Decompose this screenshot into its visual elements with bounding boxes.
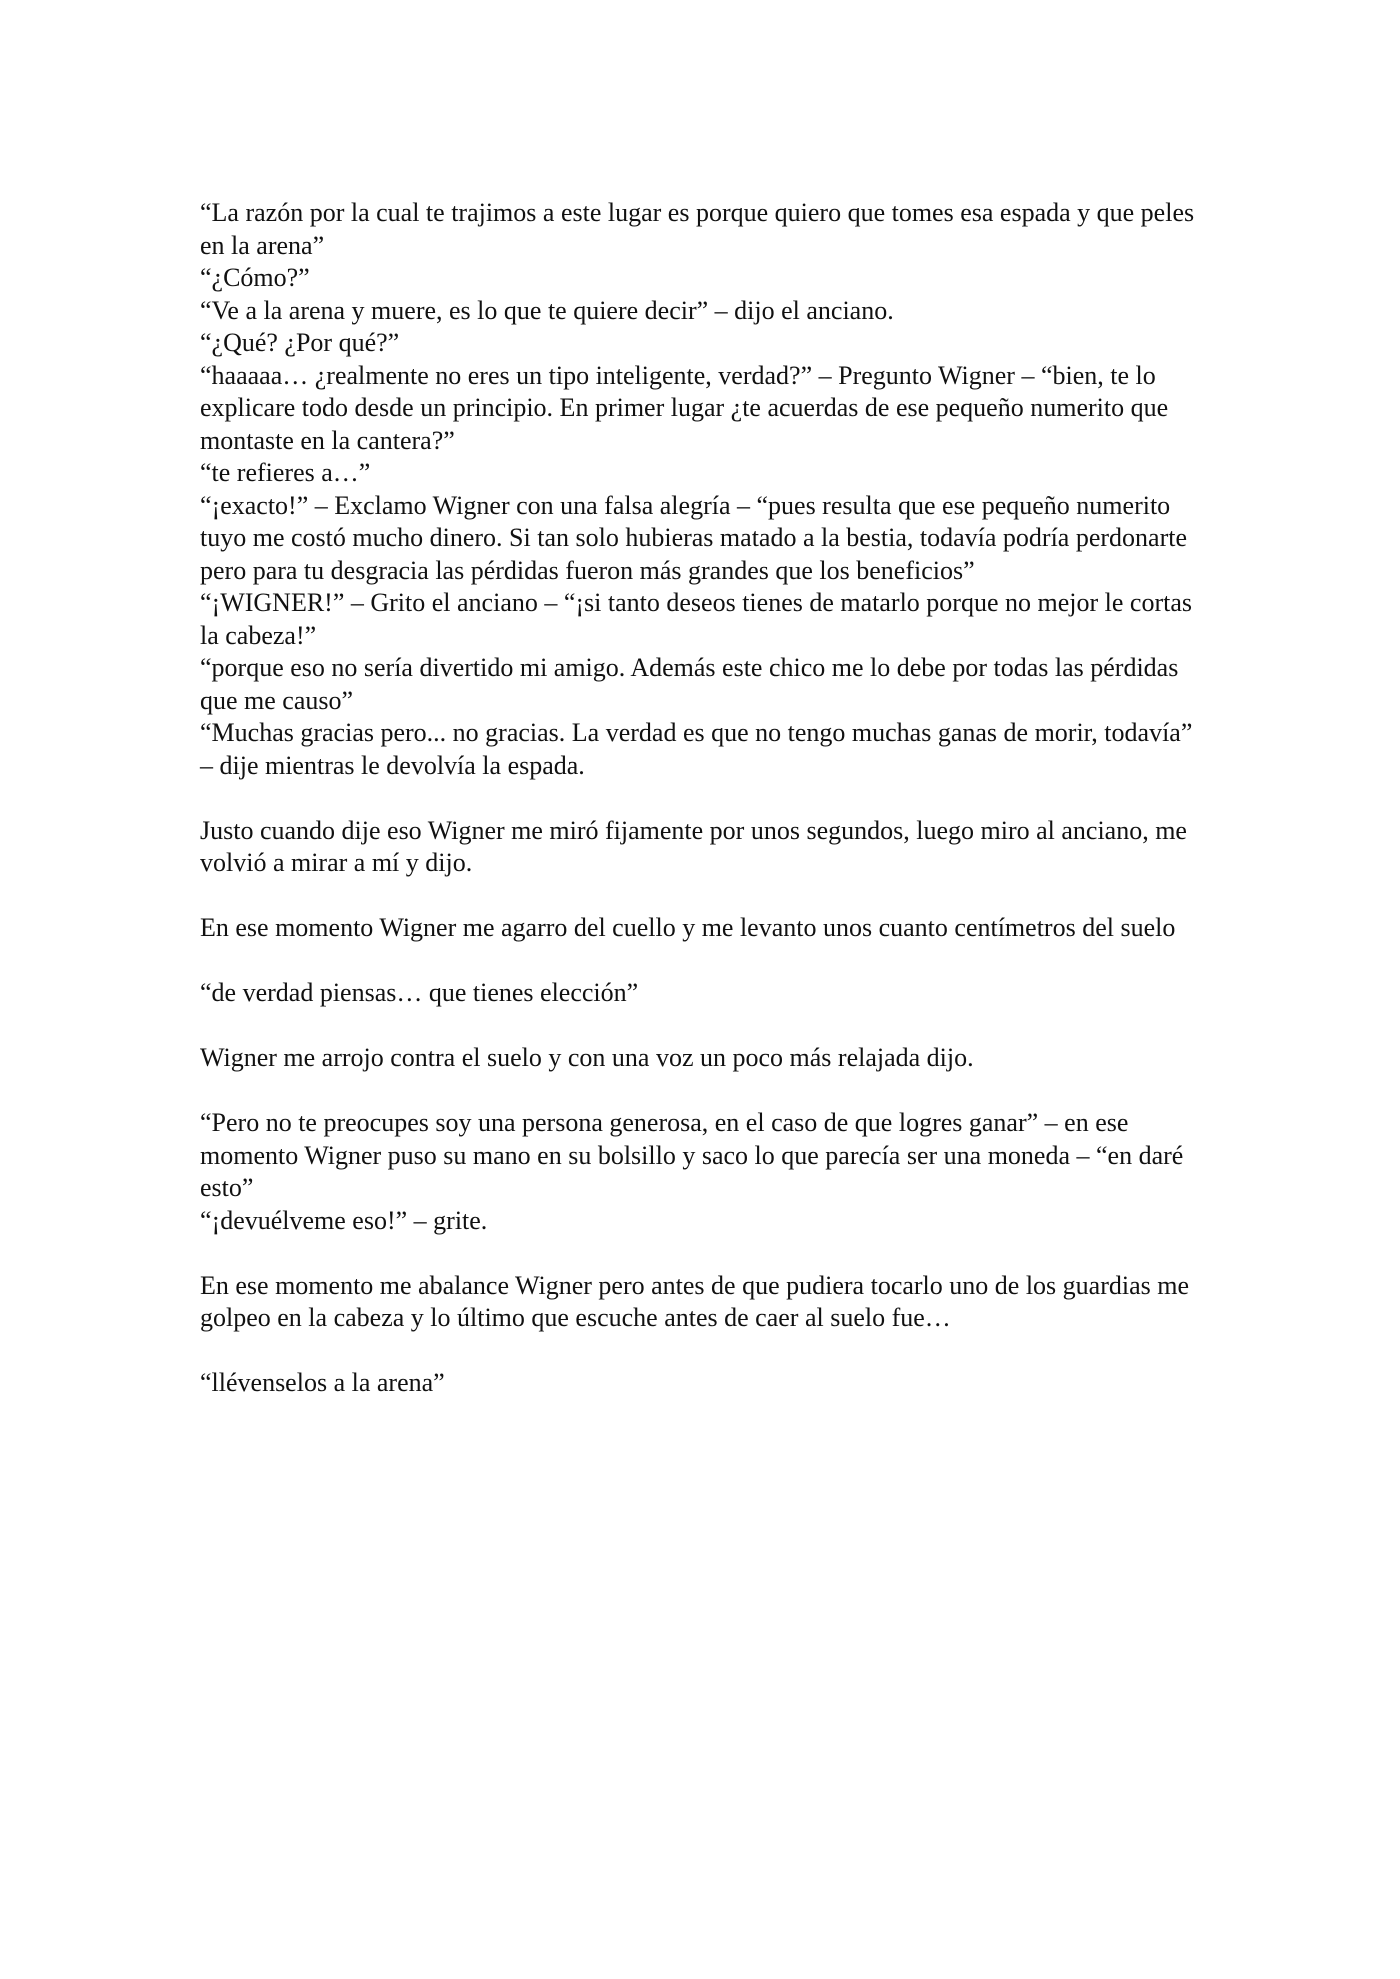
paragraph-text: “de verdad piensas… que tienes elección” — [200, 978, 639, 1007]
paragraph-text: En ese momento Wigner me agarro del cuello y me levanto unos cuanto centímetros del suelo — [200, 913, 1176, 942]
dialogue-line: “Ve a la arena y muere, es lo que te quiere decir” – dijo el anciano. — [200, 295, 894, 325]
dialogue-line: “Pero no te preocupes soy una persona generosa, en el caso de que logres ganar” – en ese momento Wigner puso su mano en su bolsillo y saco lo que parecía ser una moneda – “en daré esto” — [200, 1108, 1184, 1202]
dialogue-block — [200, 1107, 1210, 1237]
document-body — [200, 197, 1210, 1400]
dialogue-paragraph — [200, 1367, 1210, 1400]
dialogue-line: “te refieres a…” — [200, 458, 371, 487]
dialogue-line: “¿Cómo?” — [200, 263, 310, 292]
paragraph-text: “llévenselos a la arena” — [200, 1368, 445, 1397]
dialogue-line: “Muchas gracias pero... no gracias. La verdad es que no tengo muchas ganas de morir, todavía” – dije mientras le devolvía la espada. — [200, 718, 1193, 780]
dialogue-line: “La razón por la cual te trajimos a este lugar es porque quiero que tomes esa espada y que peles en la arena” — [200, 198, 1195, 260]
dialogue-block — [200, 197, 1210, 782]
narrative-paragraph — [200, 912, 1210, 945]
dialogue-line: “haaaaa… ¿realmente no eres un tipo inteligente, verdad?” – Pregunto Wigner – “bien, te lo explicare todo desde un principio. En primer lugar ¿te acuerdas de ese pequeño numerito que montaste en la cantera?” — [200, 360, 1169, 455]
narrative-paragraph — [200, 815, 1210, 880]
narrative-paragraph — [200, 1042, 1210, 1075]
dialogue-line: “¡devuélveme eso!” – grite. — [200, 1205, 488, 1235]
dialogue-line: “¿Qué? ¿Por qué?” — [200, 328, 400, 357]
dialogue-line: “porque eso no sería divertido mi amigo. Además este chico me lo debe por todas las pérdidas que me causo” — [200, 653, 1179, 715]
paragraph-text: Wigner me arrojo contra el suelo y con una voz un poco más relajada dijo. — [200, 1043, 974, 1072]
dialogue-line: “¡exacto!” – Exclamo Wigner con una falsa alegría – “pues resulta que ese pequeño numerito tuyo me costó mucho dinero. Si tan solo hubieras matado a la bestia, todavía podría perdonarte pero para tu desgracia las pérdidas fueron más grandes que los beneficios” — [200, 490, 1188, 585]
paragraph-text: Justo cuando dije eso Wigner me miró fijamente por unos segundos, luego miro al anciano, me volvió a mirar a mí y dijo. — [200, 815, 1187, 877]
dialogue-line: “¡WIGNER!” – Grito el anciano – “¡si tanto deseos tienes de matarlo porque no mejor le cortas la cabeza!” — [200, 588, 1192, 650]
dialogue-paragraph — [200, 977, 1210, 1010]
paragraph-text: En ese momento me abalance Wigner pero antes de que pudiera tocarlo uno de los guardias me golpeo en la cabeza y lo último que escuche antes de caer al suelo fue… — [200, 1270, 1190, 1332]
narrative-paragraph — [200, 1270, 1210, 1335]
